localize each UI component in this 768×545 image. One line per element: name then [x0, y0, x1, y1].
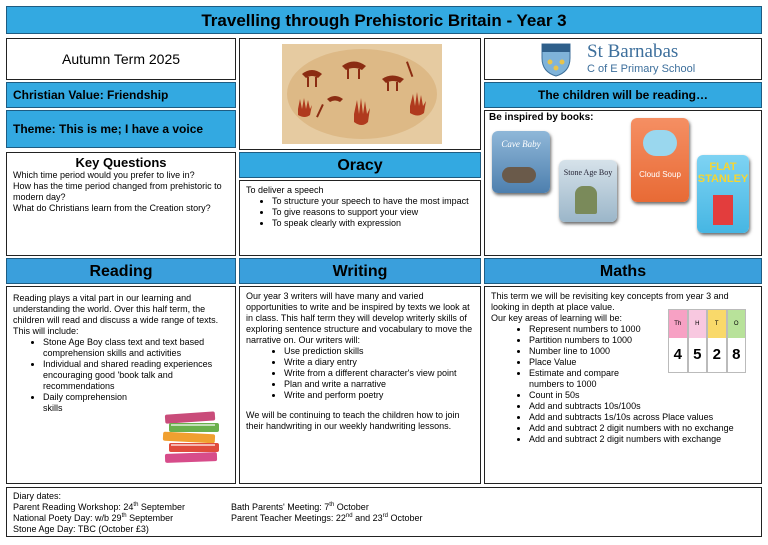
diary-entry-text: Parent Reading Workshop: 24: [13, 502, 134, 512]
list-item: • Count in 50s: [529, 390, 755, 401]
list-item: • Place Value: [529, 357, 755, 368]
diary-box: [6, 487, 762, 537]
list-item: • Individual and shared reading experiences encouraging good 'book talk and recommendations: [43, 359, 229, 392]
list-item: • Represent numbers to 1000: [529, 324, 755, 335]
reading-intro: Reading plays a vital part in our learning and understanding the world. Over this half term, the children will read and discuss a wide range of texts. This will include:: [13, 293, 219, 336]
place-value-column: [707, 309, 727, 373]
book-title: FLAT STANLEY: [697, 161, 749, 185]
diary-right: [231, 502, 531, 524]
place-value-header: Th: [669, 310, 687, 338]
oracy-box: [239, 180, 481, 256]
diary-entry: [13, 502, 223, 513]
writing-heading: Writing: [332, 263, 388, 280]
book-stack-image: [161, 409, 223, 471]
book-title: Cloud Soup: [639, 170, 681, 179]
cave-painting-image: [282, 44, 442, 144]
school-logo-box: [484, 38, 762, 80]
diary-entry: [231, 502, 531, 513]
list-item: • Add and subtract 2 digit numbers with exchange: [529, 434, 755, 445]
list-item: • Write and perform poetry: [284, 390, 474, 401]
book-cover: [559, 160, 617, 222]
list-item: • Number line to 1000: [529, 346, 755, 357]
maths-intro: This term we will be revisiting key concepts from year 3 and looking in depth at place value.: [491, 291, 729, 312]
list-item: • Stone Age Boy class text and text based comprehension skills and activities: [43, 337, 229, 359]
books-heading: Be inspired by books:: [489, 112, 594, 123]
school-subname: C of E Primary School: [587, 63, 696, 75]
books-box: [484, 110, 762, 256]
cave-painting-box: [239, 38, 481, 150]
oracy-header: [239, 152, 481, 178]
school-name: St Barnabas: [587, 41, 679, 62]
place-value-column: [668, 309, 688, 373]
place-value-column: [688, 309, 708, 373]
christian-value-box: [6, 82, 236, 108]
place-value-header: T: [708, 310, 726, 338]
school-crest-icon: [540, 42, 572, 78]
list-item: • To give reasons to support your view: [272, 207, 474, 218]
diary-entry-sup: th: [133, 502, 139, 508]
term-label: Autumn Term 2025: [61, 51, 181, 67]
reading-list: [13, 337, 229, 414]
place-value-chart: [668, 309, 746, 373]
place-value-column: [727, 309, 747, 373]
diary-entry-sup: th: [121, 513, 127, 519]
place-value-digit: 5: [689, 338, 707, 372]
diary-entry-text: October: [334, 502, 369, 512]
list-item: • Estimate and compare numbers to 1000: [529, 368, 639, 390]
key-questions-heading: Key Questions: [75, 155, 167, 170]
writing-list: [246, 346, 474, 401]
term-box: [6, 38, 236, 80]
list-item: • Use prediction skills: [284, 346, 474, 357]
list-item: • Daily comprehension skills: [43, 392, 133, 414]
maths-box: [484, 286, 762, 484]
list-item: • To structure your speech to have the most impact: [272, 196, 474, 207]
place-value-header: H: [689, 310, 707, 338]
diary-left: [13, 502, 223, 535]
key-question-3: What do Christians learn from the Creation story?: [13, 203, 211, 213]
reading-banner: The children will be reading…: [537, 88, 709, 102]
list-item: • Write a diary entry: [284, 357, 474, 368]
place-value-digit: 2: [708, 338, 726, 372]
place-value-digit: 8: [728, 338, 746, 372]
place-value-digit: 4: [669, 338, 687, 372]
writing-outro: We will be continuing to teach the children how to join their handwriting in our weekly handwriting lessons.: [246, 410, 460, 431]
reading-header: [6, 258, 236, 284]
diary-entry-text: and 23: [352, 513, 383, 523]
diary-entry-text: Stone Age Day: TBC (October £3): [13, 524, 149, 534]
diary-entry-text: Bath Parents' Meeting: 7: [231, 502, 330, 512]
title-bar: [6, 6, 762, 34]
key-questions-box: [6, 152, 236, 256]
list-item: • To speak clearly with expression: [272, 218, 474, 229]
diary-entry-sup: rd: [382, 513, 388, 519]
oracy-intro: To deliver a speech: [246, 185, 324, 195]
book-cover: [697, 155, 749, 233]
book-title: Cave Baby: [501, 139, 541, 149]
writing-intro: Our year 3 writers will have many and varied opportunities to write and be inspired by texts we look at in class. This half term they will develop writerly skills of exploring sentence structure and vocabulary to move the narrative on. Our writers will:: [246, 291, 473, 345]
diary-entry-sup: th: [329, 502, 335, 508]
reading-box: [6, 286, 236, 484]
book-cover: [631, 118, 689, 202]
place-value-header: O: [728, 310, 746, 338]
diary-entry-text: Parent Teacher Meetings: 22: [231, 513, 346, 523]
reading-banner-box: [484, 82, 762, 108]
maths-intro-2: Our key areas of learning will be:: [491, 313, 623, 323]
page-title: Travelling through Prehistoric Britain - Year 3: [201, 11, 567, 30]
diary-entry-text: October: [387, 513, 423, 523]
christian-value: Christian Value: Friendship: [13, 88, 169, 102]
oracy-list: [246, 196, 474, 229]
list-item: • Add and subtracts 1s/10s across Place values: [529, 412, 755, 423]
list-item: • Partition numbers to 1000: [529, 335, 755, 346]
writing-header: [239, 258, 481, 284]
diary-entry: [13, 513, 223, 524]
book-title: Stone Age Boy: [563, 168, 613, 177]
writing-box: [239, 286, 481, 484]
key-question-2: How has the time period changed from prehistoric to modern day?: [13, 181, 222, 202]
reading-heading: Reading: [89, 263, 153, 280]
theme-box: [6, 110, 236, 148]
maths-header: [484, 258, 762, 284]
maths-heading: Maths: [599, 263, 647, 280]
list-item: • Add and subtracts 10s/100s: [529, 401, 755, 412]
list-item: • Write from a different character's view point: [284, 368, 474, 379]
diary-entry: [231, 513, 531, 524]
diary-entry-text: National Poety Day: w/b 29: [13, 513, 122, 523]
diary-entry-sup: nd: [345, 513, 353, 519]
book-cover: [492, 131, 550, 193]
diary-entry: [13, 524, 223, 535]
list-item: • Plan and write a narrative: [284, 379, 474, 390]
diary-entry-text: September: [138, 502, 185, 512]
list-item: • Add and subtract 2 digit numbers with no exchange: [529, 423, 755, 434]
oracy-heading: Oracy: [337, 157, 383, 174]
diary-entry-text: September: [126, 513, 174, 523]
diary-heading: Diary dates:: [13, 491, 62, 501]
theme: Theme: This is me; I have a voice: [13, 122, 204, 136]
key-question-1: Which time period would you prefer to live in?: [13, 170, 195, 180]
